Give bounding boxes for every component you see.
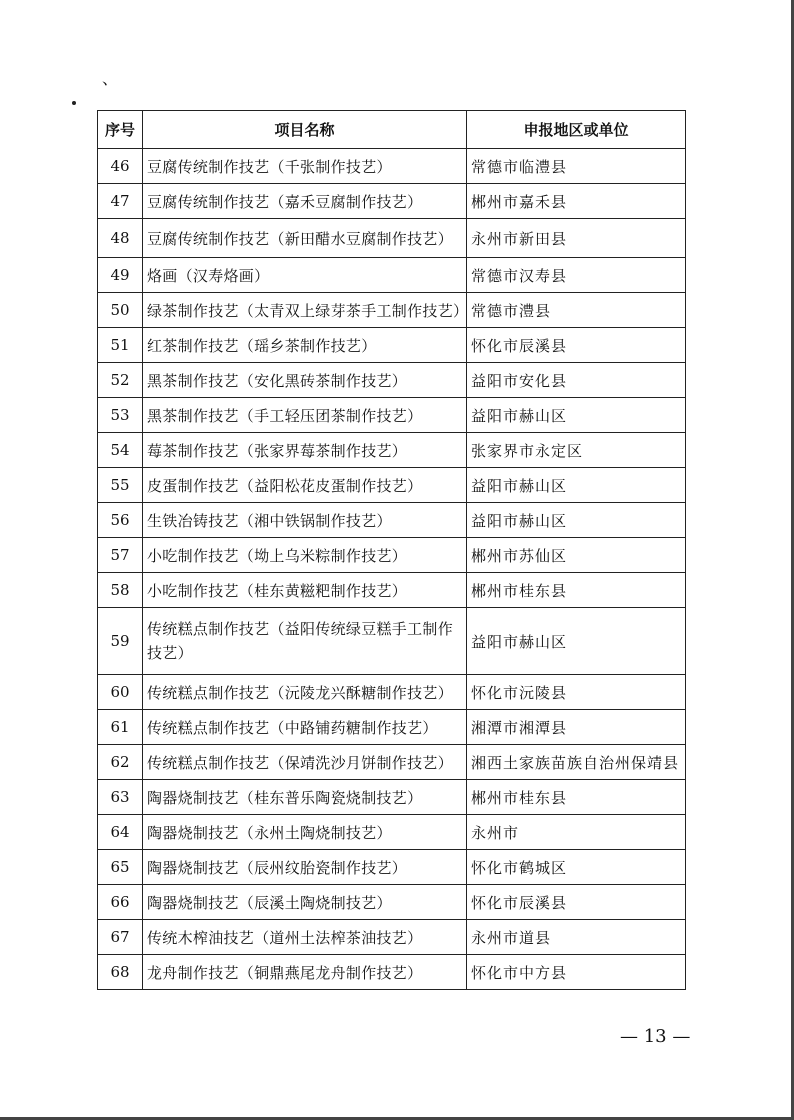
row-project-name: 传统糕点制作技艺（益阳传统绿豆糕手工制作技艺） [143,608,467,675]
row-project-name: 红茶制作技艺（瑶乡茶制作技艺） [143,328,467,363]
row-number: 57 [98,538,143,573]
row-number: 51 [98,328,143,363]
row-project-name: 陶器烧制技艺（辰州纹胎瓷制作技艺） [143,850,467,885]
row-number: 64 [98,815,143,850]
table-row [98,398,686,433]
row-project-name: 豆腐传统制作技艺（嘉禾豆腐制作技艺） [143,184,467,219]
row-region: 益阳市赫山区 [467,608,686,675]
table-row [98,920,686,955]
table-row [98,608,686,675]
row-number: 67 [98,920,143,955]
row-number: 47 [98,184,143,219]
row-number: 46 [98,149,143,184]
row-region: 张家界市永定区 [467,433,686,468]
header-region: 申报地区或单位 [467,111,686,149]
row-region: 常德市汉寿县 [467,258,686,293]
table-row [98,885,686,920]
row-region: 郴州市桂东县 [467,573,686,608]
heritage-project-table [97,110,686,990]
row-region: 怀化市沅陵县 [467,675,686,710]
table-row [98,675,686,710]
row-number: 63 [98,780,143,815]
row-project-name: 陶器烧制技艺（辰溪土陶烧制技艺） [143,885,467,920]
row-region: 常德市临澧县 [467,149,686,184]
table-row [98,149,686,184]
row-project-name: 黑茶制作技艺（安化黑砖茶制作技艺） [143,363,467,398]
table-row [98,468,686,503]
row-region: 常德市澧县 [467,293,686,328]
table-row [98,573,686,608]
row-number: 49 [98,258,143,293]
row-region: 郴州市桂东县 [467,780,686,815]
row-number: 65 [98,850,143,885]
row-number: 58 [98,573,143,608]
row-project-name: 龙舟制作技艺（铜鼎燕尾龙舟制作技艺） [143,955,467,990]
row-number: 53 [98,398,143,433]
row-project-name: 传统木榨油技艺（道州土法榨茶油技艺） [143,920,467,955]
table-row [98,780,686,815]
header-name: 项目名称 [143,111,467,149]
row-region: 益阳市赫山区 [467,398,686,433]
row-project-name: 传统糕点制作技艺（保靖洗沙月饼制作技艺） [143,745,467,780]
table-row [98,815,686,850]
table-row [98,503,686,538]
row-region: 益阳市安化县 [467,363,686,398]
row-project-name: 小吃制作技艺（桂东黄糍粑制作技艺） [143,573,467,608]
row-project-name: 皮蛋制作技艺（益阳松花皮蛋制作技艺） [143,468,467,503]
dot-mark [72,101,76,105]
table-row [98,293,686,328]
row-region: 益阳市赫山区 [467,503,686,538]
header-num: 序号 [98,111,143,149]
row-project-name: 陶器烧制技艺（永州土陶烧制技艺） [143,815,467,850]
table-row [98,850,686,885]
table-header-row [98,111,686,149]
row-number: 54 [98,433,143,468]
table-row [98,710,686,745]
table-row [98,745,686,780]
row-project-name: 豆腐传统制作技艺（千张制作技艺） [143,149,467,184]
row-number: 52 [98,363,143,398]
row-region: 益阳市赫山区 [467,468,686,503]
row-region: 郴州市苏仙区 [467,538,686,573]
row-number: 61 [98,710,143,745]
row-number: 60 [98,675,143,710]
corner-mark: 、 [102,69,119,88]
row-number: 62 [98,745,143,780]
row-number: 50 [98,293,143,328]
row-number: 59 [98,608,143,675]
row-number: 66 [98,885,143,920]
table-row [98,184,686,219]
row-region: 怀化市辰溪县 [467,328,686,363]
row-project-name: 生铁冶铸技艺（湘中铁锅制作技艺） [143,503,467,538]
row-number: 55 [98,468,143,503]
table-row [98,433,686,468]
table-row [98,328,686,363]
row-project-name: 烙画（汉寿烙画） [143,258,467,293]
row-project-name: 黑茶制作技艺（手工轻压团茶制作技艺） [143,398,467,433]
row-project-name: 小吃制作技艺（坳上乌米粽制作技艺） [143,538,467,573]
row-number: 56 [98,503,143,538]
row-project-name: 莓茶制作技艺（张家界莓茶制作技艺） [143,433,467,468]
row-region: 永州市新田县 [467,219,686,258]
row-region: 怀化市辰溪县 [467,885,686,920]
row-number: 68 [98,955,143,990]
row-region: 永州市 [467,815,686,850]
row-project-name: 传统糕点制作技艺（沅陵龙兴酥糖制作技艺） [143,675,467,710]
row-region: 怀化市中方县 [467,955,686,990]
row-project-name: 传统糕点制作技艺（中路铺药糖制作技艺） [143,710,467,745]
row-region: 怀化市鹤城区 [467,850,686,885]
row-project-name: 绿茶制作技艺（太青双上绿芽茶手工制作技艺） [143,293,467,328]
table-row [98,363,686,398]
table-row [98,258,686,293]
row-region: 郴州市嘉禾县 [467,184,686,219]
table-row [98,955,686,990]
row-region: 湘西土家族苗族自治州保靖县 [467,745,686,780]
row-project-name: 豆腐传统制作技艺（新田醋水豆腐制作技艺） [143,219,467,258]
row-region: 永州市道县 [467,920,686,955]
table-row [98,538,686,573]
table-row [98,219,686,258]
row-number: 48 [98,219,143,258]
page-number: — 13 — [620,1026,691,1047]
row-region: 湘潭市湘潭县 [467,710,686,745]
row-project-name: 陶器烧制技艺（桂东普乐陶瓷烧制技艺） [143,780,467,815]
